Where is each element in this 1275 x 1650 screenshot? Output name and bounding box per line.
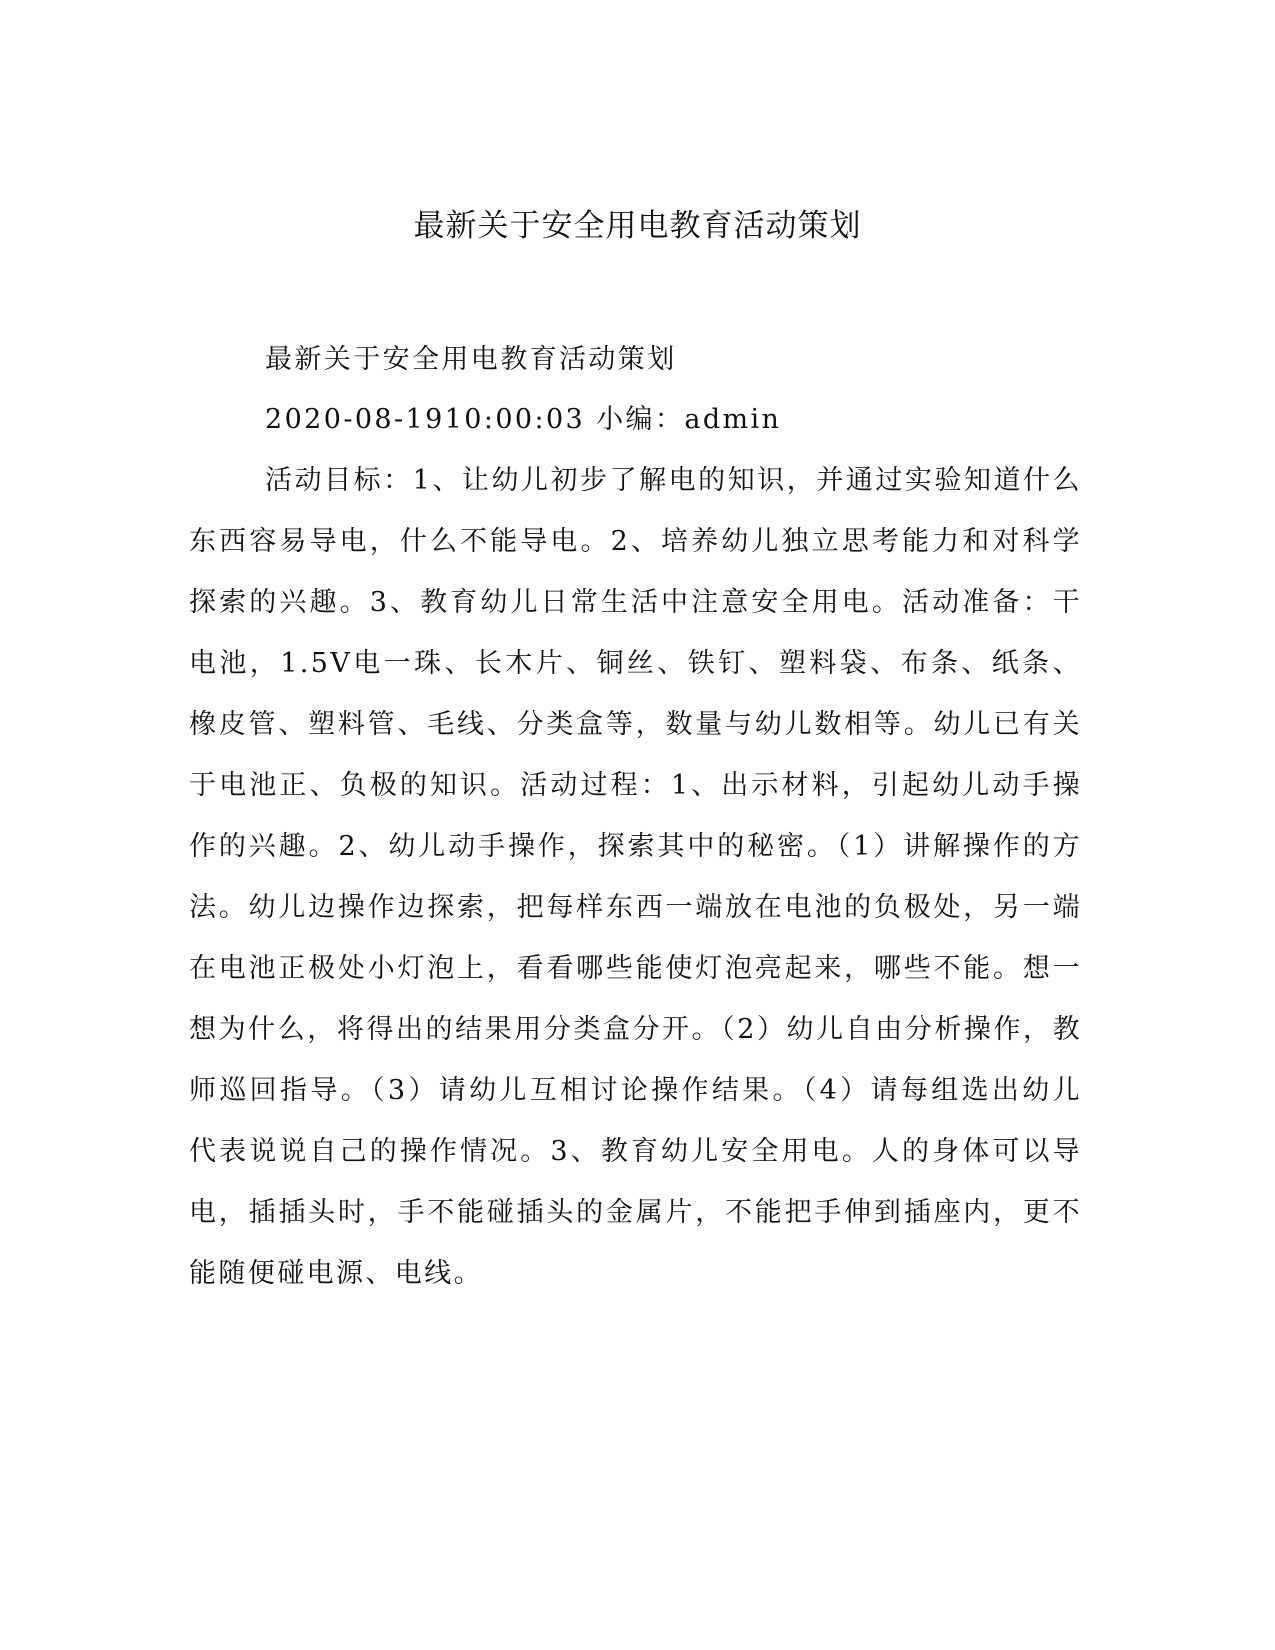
document-body: [189, 330, 1082, 1304]
article-subtitle: 最新关于安全用电教育活动策划: [265, 344, 677, 375]
article-paragraph: 活动目标：1、让幼儿初步了解电的知识，并通过实验知道什么东西容易导电，什么不能导电。2、培养幼儿独立思考能力和对科学探索的兴趣。3、教育幼儿日常生活中注意安全用电。活动准备：干电池，1.5V电一珠、长木片、铜丝、铁钉、塑料袋、布条、纸条、橡皮管、塑料管、毛线、分类盒等，数量与幼儿数相等。幼儿已有关于电池正、负极的知识。活动过程：1、出示材料，引起幼儿动手操作的兴趣。2、幼儿动手操作，探索其中的秘密。（1）讲解操作的方法。幼儿边操作边探索，把每样东西一端放在电池的负极处，另一端在电池正极处小灯泡上，看看哪些能使灯泡亮起来，哪些不能。想一想为什么，将得出的结果用分类盒分开。（2）幼儿自由分析操作，教师巡回指导。（3）请幼儿互相讨论操作结果。（4）请每组选出幼儿代表说说自己的操作情况。3、教育幼儿安全用电。人的身体可以导电，插插头时，手不能碰插头的金属片，不能把手伸到插座内，更不能随便碰电源、电线。: [189, 465, 1082, 1289]
article-meta: 2020-08-1910:00:03 小编：admin: [265, 404, 782, 435]
document-title: 最新关于安全用电教育活动策划: [413, 208, 862, 244]
